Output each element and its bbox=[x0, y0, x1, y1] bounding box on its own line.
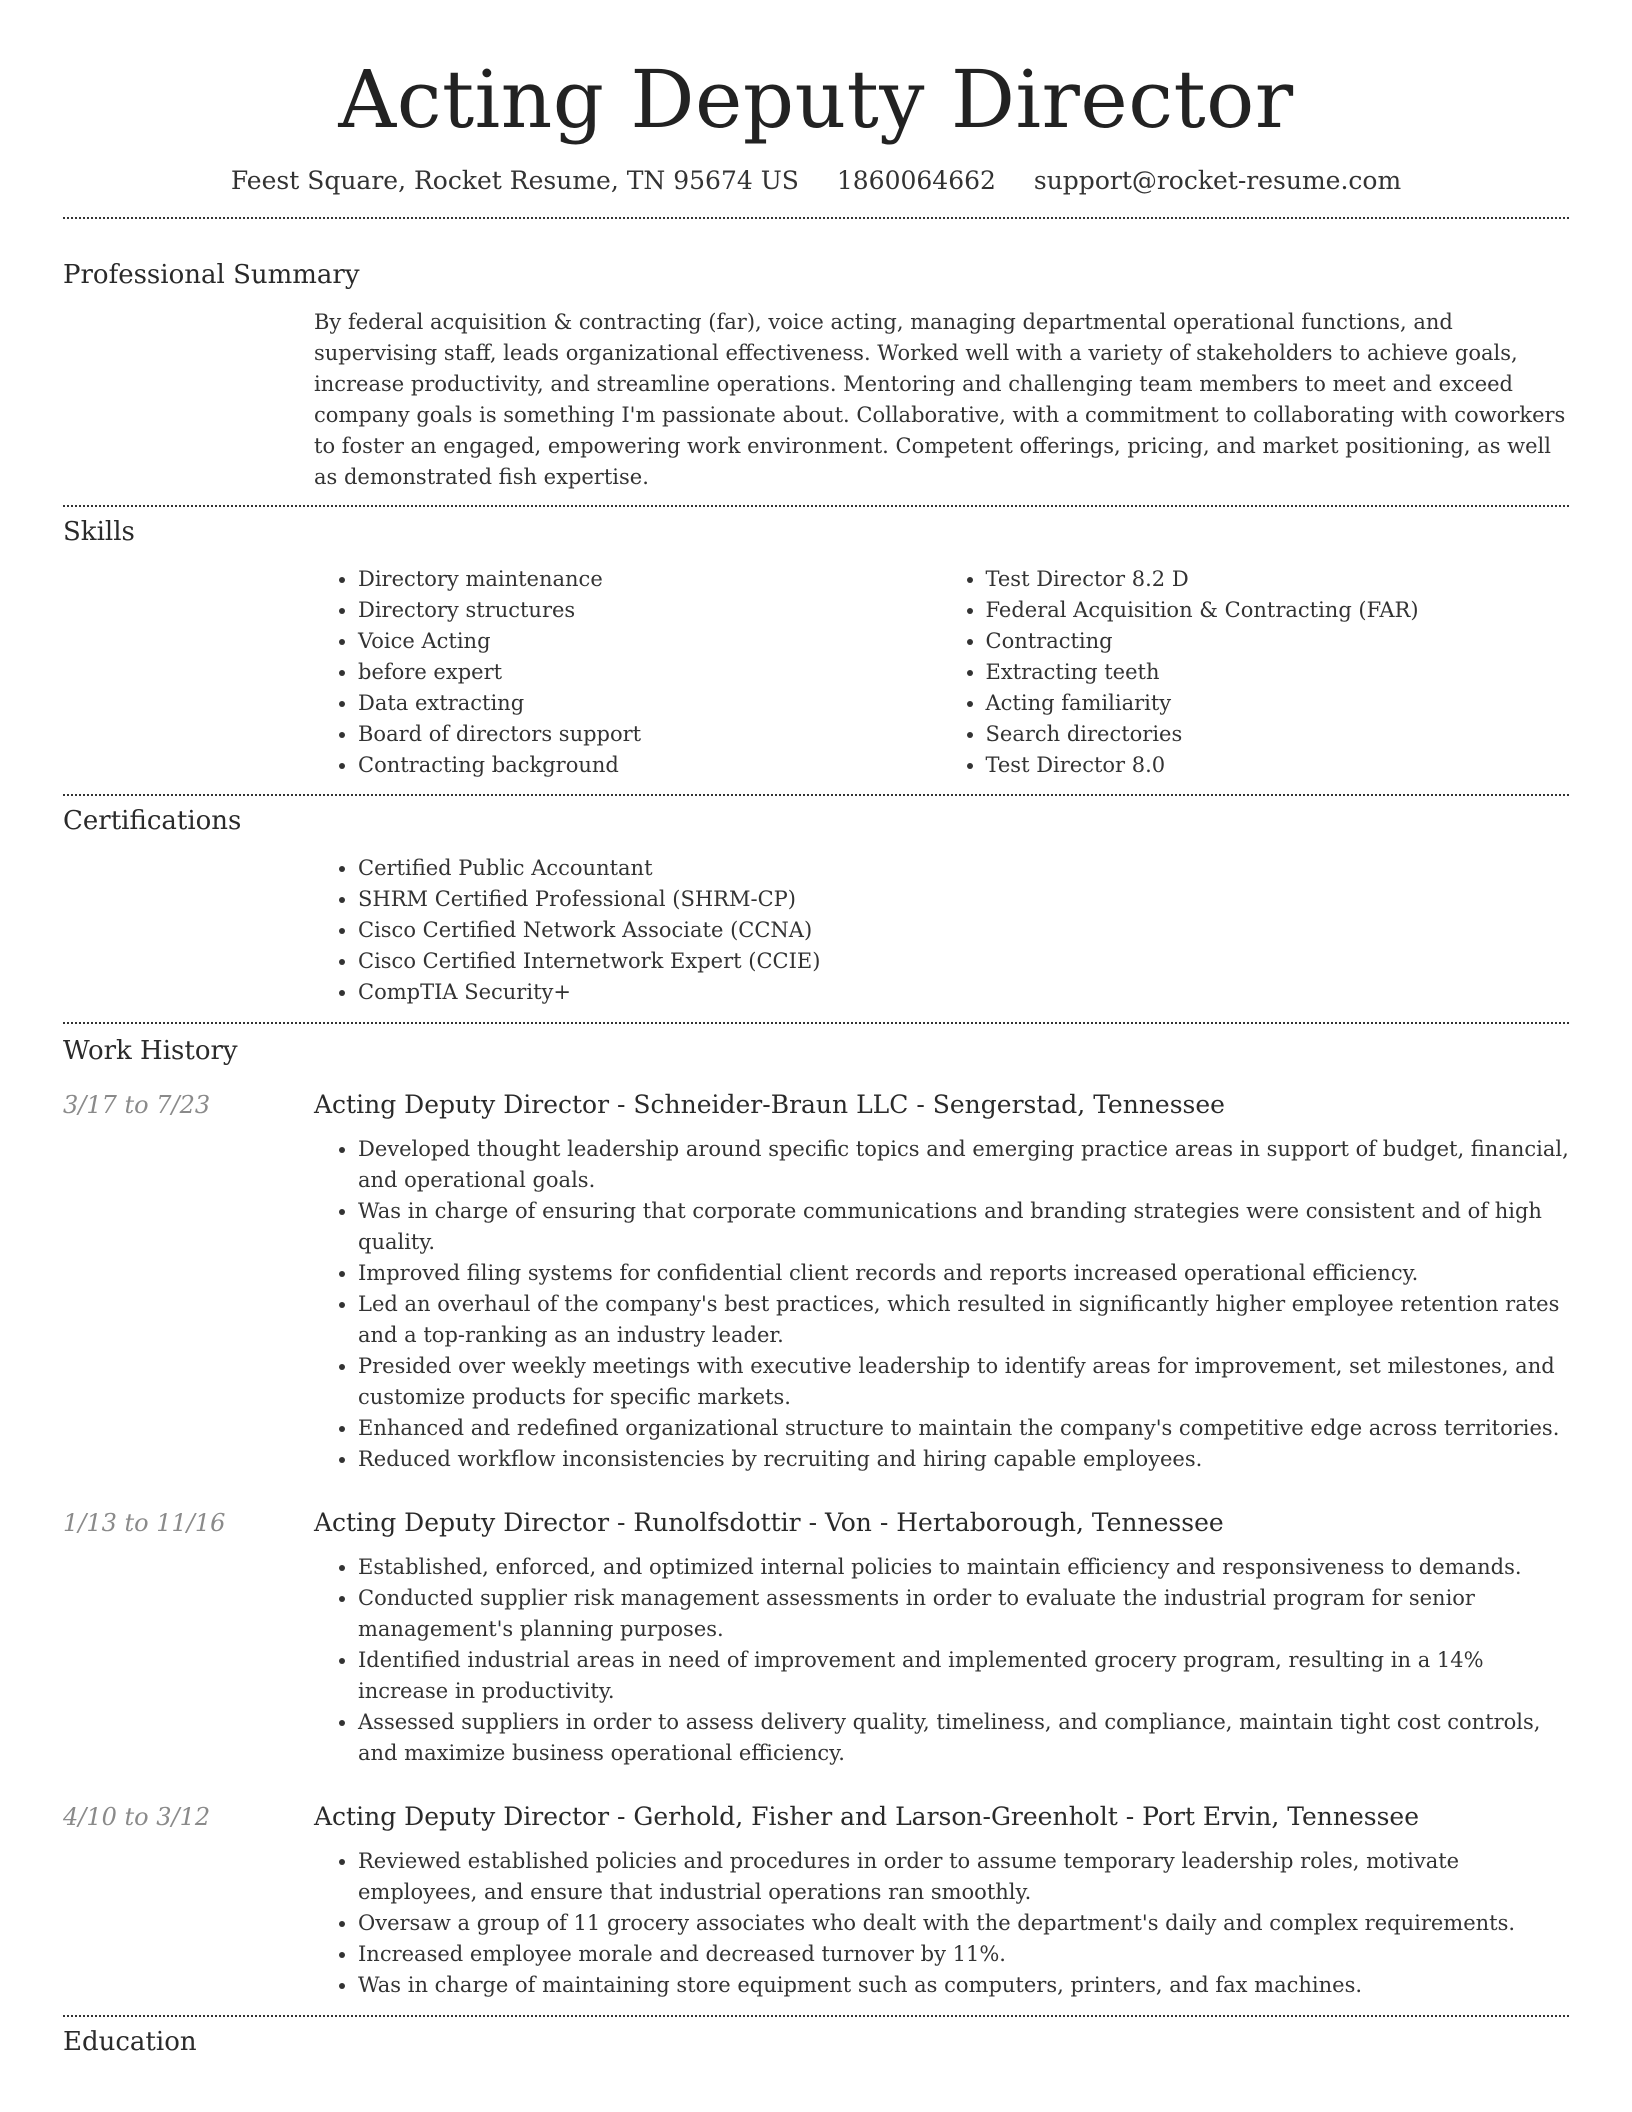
skill-item: • Contracting bbox=[986, 626, 1570, 657]
job-header bbox=[63, 1802, 1569, 1831]
job-header bbox=[63, 1090, 1569, 1119]
skill-item: • Board of directors support bbox=[358, 719, 942, 750]
certification-item: • Cisco Certified Internetwork Expert (CCIE) bbox=[358, 946, 1569, 977]
job-header bbox=[63, 1508, 1569, 1537]
certifications-heading: Certifications bbox=[63, 806, 242, 836]
job-bullet: • Developed thought leadership around specific topics and emerging practice areas in support of budget, financial, and operational goals. bbox=[358, 1134, 1569, 1196]
job-title: Acting Deputy Director - Runolfsdottir - Von - Hertaborough, Tennessee bbox=[314, 1508, 1224, 1537]
job-entry bbox=[63, 1508, 1569, 1769]
job-bullet: • Increased employee morale and decreased turnover by 11%. bbox=[358, 1939, 1569, 1970]
job-dates: 3/17 to 7/23 bbox=[63, 1091, 211, 1119]
skill-item: • Test Director 8.0 bbox=[986, 750, 1570, 781]
job-bullet: • Oversaw a group of 11 grocery associates who dealt with the department's daily and complex requirements. bbox=[358, 1908, 1569, 1939]
skill-item: • Directory maintenance bbox=[358, 564, 942, 595]
job-bullet: • Was in charge of ensuring that corporate communications and branding strategies were consistent and of high quality. bbox=[358, 1196, 1569, 1258]
section-divider bbox=[63, 217, 1569, 219]
certifications-section bbox=[63, 806, 1569, 1008]
job-title: Acting Deputy Director - Schneider-Braun LLC - Sengerstad, Tennessee bbox=[314, 1090, 1225, 1119]
skill-item: • Contracting background bbox=[358, 750, 942, 781]
skills-columns bbox=[314, 564, 1569, 781]
skill-item: • before expert bbox=[358, 657, 942, 688]
section-divider bbox=[63, 2015, 1569, 2017]
skill-item: • Test Director 8.2 D bbox=[986, 564, 1570, 595]
certifications-list bbox=[314, 853, 1569, 1008]
work-history-heading: Work History bbox=[63, 1036, 238, 1066]
skill-item: • Search directories bbox=[986, 719, 1570, 750]
skills-list-left bbox=[314, 564, 942, 781]
summary-section bbox=[63, 260, 1569, 493]
skill-item: • Extracting teeth bbox=[986, 657, 1570, 688]
job-dates: 4/10 to 3/12 bbox=[63, 1803, 211, 1831]
education-section bbox=[63, 2027, 1569, 2057]
job-bullet: • Enhanced and redefined organizational structure to maintain the company's competitive edge across territories. bbox=[358, 1413, 1569, 1444]
certifications-body bbox=[314, 853, 1569, 1008]
summary-text: By federal acquisition & contracting (far), voice acting, managing departmental operational functions, and supervising staff, leads organizational effectiveness. Worked well with a variety of stakeholders to achieve goals, increase productivity, and streamline operations. Mentoring and challenging team members to meet and exceed company goals is something I'm passionate about. Collaborative, with a commitment to collaborating with coworkers to foster an engaged, empowering work environment. Competent offerings, pricing, and market positioning, as well as demonstrated fish expertise. bbox=[314, 310, 1566, 489]
job-bullet-list bbox=[314, 1552, 1569, 1769]
education-heading: Education bbox=[63, 2027, 197, 2057]
job-entry bbox=[63, 1090, 1569, 1475]
job-bullet: • Identified industrial areas in need of improvement and implemented grocery program, resulting in a 14% increase in productivity. bbox=[358, 1645, 1569, 1707]
contact-address: Feest Square, Rocket Resume, TN 95674 US bbox=[230, 166, 799, 195]
certification-item: • CompTIA Security+ bbox=[358, 977, 1569, 1008]
skill-item: • Directory structures bbox=[358, 595, 942, 626]
job-bullet-list bbox=[314, 1846, 1569, 2001]
job-bullet: • Assessed suppliers in order to assess delivery quality, timeliness, and compliance, maintain tight cost controls, and maximize business operational efficiency. bbox=[358, 1707, 1569, 1769]
job-bullet-list bbox=[314, 1134, 1569, 1475]
job-bullet: • Conducted supplier risk management assessments in order to evaluate the industrial program for senior management's planning purposes. bbox=[358, 1583, 1569, 1645]
job-bullet: • Reduced workflow inconsistencies by recruiting and hiring capable employees. bbox=[358, 1444, 1569, 1475]
section-divider bbox=[63, 1022, 1569, 1024]
job-dates: 1/13 to 11/16 bbox=[63, 1509, 226, 1537]
section-divider bbox=[63, 505, 1569, 507]
certification-item: • SHRM Certified Professional (SHRM-CP) bbox=[358, 884, 1569, 915]
job-entry bbox=[63, 1802, 1569, 2001]
job-bullet: • Presided over weekly meetings with executive leadership to identify areas for improvement, set milestones, and customize products for specific markets. bbox=[358, 1351, 1569, 1413]
job-bullet: • Led an overhaul of the company's best practices, which resulted in significantly higher employee retention rates and a top-ranking as an industry leader. bbox=[358, 1289, 1569, 1351]
work-history-section bbox=[63, 1036, 1569, 2001]
skills-section bbox=[63, 517, 1569, 781]
skill-item: • Acting familiarity bbox=[986, 688, 1570, 719]
job-bullet: • Was in charge of maintaining store equipment such as computers, printers, and fax machines. bbox=[358, 1970, 1569, 2001]
certification-item: • Cisco Certified Network Associate (CCNA) bbox=[358, 915, 1569, 946]
job-bullet: • Reviewed established policies and procedures in order to assume temporary leadership roles, motivate employees, and ensure that industrial operations ran smoothly. bbox=[358, 1846, 1569, 1908]
contact-email: support@rocket-resume.com bbox=[1033, 166, 1402, 195]
job-bullet: • Established, enforced, and optimized internal policies to maintain efficiency and responsiveness to demands. bbox=[358, 1552, 1569, 1583]
job-title: Acting Deputy Director - Gerhold, Fisher and Larson-Greenholt - Port Ervin, Tennessee bbox=[314, 1802, 1419, 1831]
skills-heading: Skills bbox=[63, 517, 135, 547]
certification-item: • Certified Public Accountant bbox=[358, 853, 1569, 884]
summary-heading: Professional Summary bbox=[63, 260, 360, 290]
skill-item: • Data extracting bbox=[358, 688, 942, 719]
candidate-name: Acting Deputy Director bbox=[338, 53, 1294, 146]
section-divider bbox=[63, 794, 1569, 796]
job-bullet: • Improved filing systems for confidential client records and reports increased operational efficiency. bbox=[358, 1258, 1569, 1289]
skill-item: • Federal Acquisition & Contracting (FAR) bbox=[986, 595, 1570, 626]
contact-phone: 1860064662 bbox=[836, 166, 996, 195]
skill-item: • Voice Acting bbox=[358, 626, 942, 657]
skills-list-right bbox=[942, 564, 1570, 781]
contact-line bbox=[63, 166, 1569, 195]
